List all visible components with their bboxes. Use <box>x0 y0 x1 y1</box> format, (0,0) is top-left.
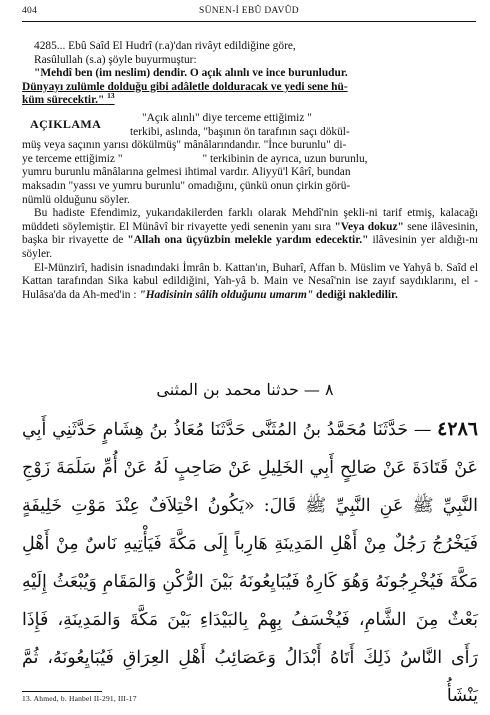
aciklama-line6: maksadın "yassı ve yumru burunlu" omadığını, çünkü onun çirkin görü- <box>22 179 351 192</box>
aciklama-heading: AÇIKLAMA <box>30 116 102 131</box>
hadith-quote-b: Dünyayı zulümle dolduğu gibi adâletle dolduracak ve yedi sene hü- <box>22 80 348 93</box>
footnote-ref: 13 <box>107 91 115 101</box>
book-title: SÜNEN-İ EBÛ DAVÛD <box>199 6 299 16</box>
aciklama-section <box>22 112 478 302</box>
turkish-body <box>22 40 478 302</box>
footnote: 13. Ahmed, b. Hanbel II-291, III-17 <box>22 694 137 703</box>
arabic-body: — حَدَّثَنَا مُحَمَّدُ بنُ المُثَنَّى حَدَّثَنَا مُعَاذُ بنُ هِشَامٍ حَدَّثَنِي أَبِي عَنْ قَتَادَةَ عَنْ صَالِحٍ أَبِي الخَلِيلِ عَنْ صَاحِبٍ لَهُ عَنْ أُمِّ سَلَمَةَ زَوْجِ النَّبِيِّ ﷺ عَنِ النَّبِيِّ ﷺ قَالَ: «يَكُونُ اخْتِلاَفٌ عِنْدَ مَوْتِ خَلِيفَةٍ فَيَخْرُجُ رَجُلٌ مِنْ أَهْلِ المَدِينَةِ هَارِباً إِلَى مَكَّةَ فَيَأْتِيهِ نَاسٌ مِنْ أَهْلِ مَكَّةَ فَيُخْرِجُونَهُ وَهُوَ كَارِهٌ فَيُبَايِعُونَهُ بَيْنَ الرُّكْنِ وَالمَقَامِ وَيُبْعَثُ إِلَيْهِ بَعْثٌ مِنَ الشَّامِ، فَيُخْسَفُ بِهِمْ بِالبَيْدَاءِ بَيْنَ مَكَّةَ وَالمَدِينَةِ، فَإِذَا رَأَى النَّاسُ ذَلِكَ أَتَاهُ أَبْدَالُ وَعَصَائِبُ أَهْلِ العِرَاقِ فَيُبَايِعُونَهُ، ثُمَّ يَنْشَأُ <box>22 420 478 706</box>
hadith-line2: Rasûlullah (s.a) şöyle buyurmuştur: <box>34 53 197 66</box>
footnote-rule <box>22 691 102 692</box>
running-header <box>22 6 476 20</box>
aciklama-para3: El-Münzirî, hadisin isnadındaki İmrân b. Kattan'ın, Buharî, Affan b. Müslim ve Yahyâ b. Saîd el Kattan tarafından Sika kabul edildiğini, Yah-yâ b. Main ve Nesaî'nin ise zayıf saydıklarını, el - Hulâsa'da da Ah-med'in : "Hadisinin sâlih olduğunu umarım" dediği nakledilir. <box>22 261 478 301</box>
hadith-quote-a: "Mehdî ben (im neslim) dendir. O açık alınlı ve ince burunludur. <box>34 67 348 80</box>
aciklama-line1: "Açık alınlı" diye terceme ettiğimiz " <box>142 111 312 124</box>
hadith-quote-c: küm sürecektir." $^{13}$ <box>22 91 115 107</box>
page-number: 404 <box>22 6 38 16</box>
arabic-hadith-number: ٤٢٨٦ <box>437 418 478 440</box>
aciklama-line5: yumru burunlu mânâlarına gelmesi ihtimal vardır. Aliyyü'l Kârî, bundan <box>22 166 351 179</box>
aciklama-line2: terkibi, aslında, "başının ön tarafının saçı dökül- <box>130 125 350 138</box>
hadith-intro: 4285... Ebû Saîd El Hudrî (r.a)'dan rivâyt edildiğine göre, <box>34 40 296 52</box>
aciklama-line7: nümlü olduğunu söyler. <box>22 193 130 206</box>
aciklama-para2: Bu hadiste Efendimiz, yukarıdakilerden farklı olarak Mehdî'nin şekli-ni tarif etmiş, kalacağı müddeti söylemiştir. El Münâvî bir rivayette yedi senenin yanı sıra "Veya dokuz" sene ilâvesinin, başka bir rivayette de "Allah ona üçyüzbin melekle yardım edecektir." ilâvesinin yer aldığı-nı söyler. <box>22 207 478 260</box>
hadith-number: 4285. <box>34 40 60 52</box>
aciklama-line3: müş veya saçının yarısı dökülmüş" mânâlarındandır. "İnce burunlu" di- <box>22 139 347 152</box>
header-rule <box>22 21 476 22</box>
arabic-hadith-text <box>22 410 478 715</box>
arabic-chapter-heading: ٨ — حدثنا محمد بن المثنى <box>156 380 334 399</box>
aciklama-line4: ye terceme ettiğimiz " " terkibinin de ayrıca, uzun burunlu, <box>22 152 368 165</box>
